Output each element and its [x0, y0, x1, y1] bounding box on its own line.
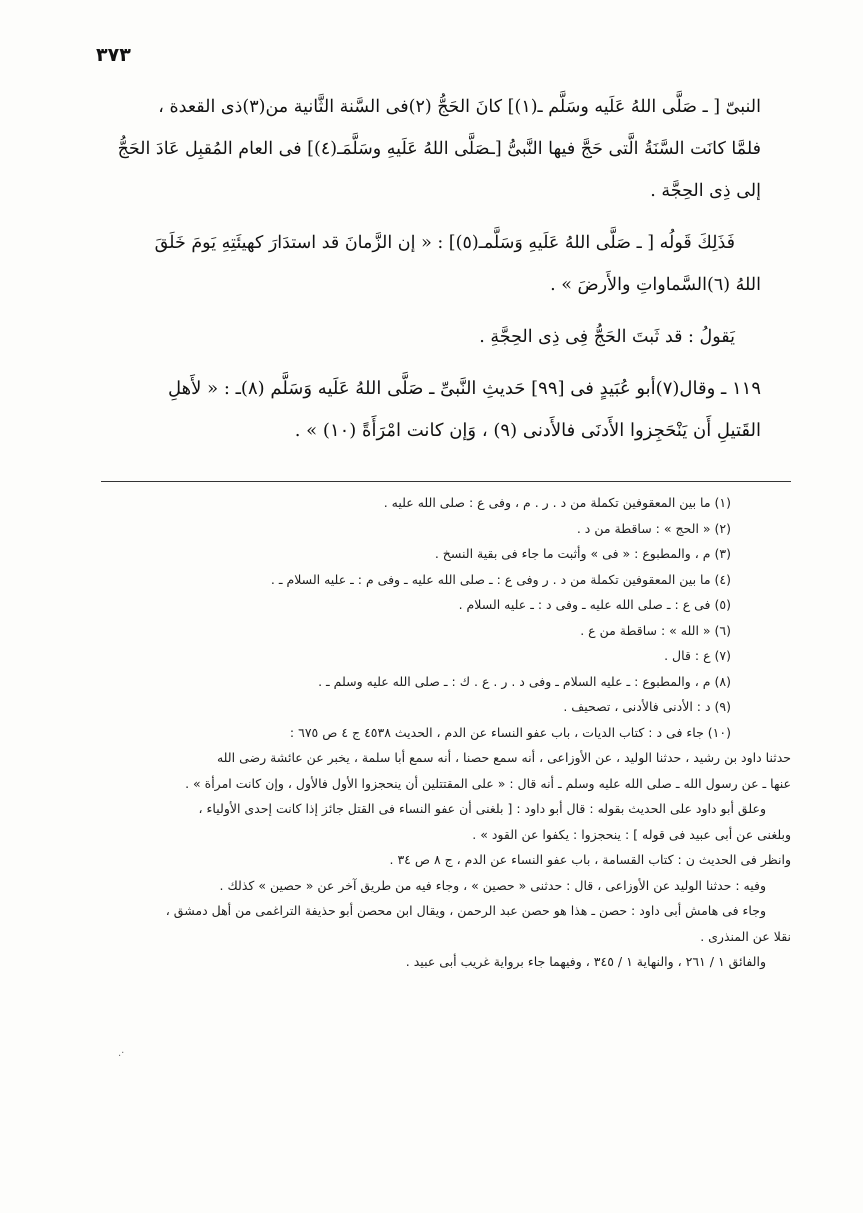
footnote-8: (٨) م ، والمطبوع : ـ عليه السلام ـ وفى د . ر . ع . ك : ـ صلى الله عليه وسلم ـ .: [318, 673, 731, 689]
footnote-10-line: حدثنا داود بن رشيد ، حدثنا الوليد ، عن الأوزاعى ، أنه سمع حصنا ، أنه سمع أبا سلمة ، يخبر عن عائشة رضى الله: [216, 750, 791, 765]
hadith-paragraph: [101, 368, 761, 452]
footnote-separator: [101, 481, 791, 482]
main-line: يَقولُ : قد ثَبتَ الحَجُّ فِى ذِى الحِجَّةِ .: [479, 327, 735, 347]
main-line: النبىّ [ ـ صَلَّى اللهُ عَلَيه وسَلَّم ـ(١)] كانَ الحَجُّ (٢)فى السَّنة الثَّانية من(٣)ذى القعدة ،: [158, 97, 761, 117]
main-line: القَتيلِ أَن يَنْحَجِزوا الأَدنَى فالأَدنى (٩) ، وَإن كانت امْرَأَةً (١٠) » .: [294, 420, 761, 441]
page-number: ٣٧٣: [96, 44, 131, 66]
main-text: [101, 86, 761, 462]
footnote-6: (٦) « الله » : ساقطة من ع .: [580, 622, 731, 638]
footnotes: [91, 490, 791, 975]
footnote-10-line: وانظر فى الحديث ن : كتاب القسامة ، باب عفو النساء عن الدم ، ج ٨ ص ٣٤ .: [389, 852, 791, 867]
footnote-10-head: (١٠) جاء فى د : كتاب الديات ، باب عفو النساء عن الدم ، الحديث ٤٥٣٨ ج ٤ ص ٦٧٥ :: [289, 724, 731, 740]
main-line: اللهُ (٦)السَّماواتِ والأَرضَ » .: [550, 275, 761, 295]
footnote-1: (١) ما بين المعقوفين تكملة من د . ر . م ، وفى ع : صلى الله عليه .: [383, 495, 731, 510]
footnote-3: (٣) م ، والمطبوع : « فى » وأثبت ما جاء فى بقية النسخ .: [434, 546, 731, 561]
footnote-10-line: عنها ـ عن رسول الله ـ صلى الله عليه وسلم ـ أنه قال : « على المقتتلين أن ينحجزوا الأول فالأول ، وإن كانت امرأة » .: [185, 775, 791, 791]
main-paragraph-2: [101, 222, 761, 306]
footnote-10-line: والفائق ١ / ٢٦١ ، والنهاية ١ / ٣٤٥ ، وفيهما جاء برواية غريب أبى عبيد .: [405, 954, 766, 969]
footnote-10-line: وعلق أبو داود على الحديث بقوله : قال أبو داود : [ بلغنى أن عفو النساء فى القتل جائز إذا كانت إحدى الأولياء ،: [198, 801, 766, 816]
scan-speck: ·.: [118, 1048, 125, 1059]
main-paragraph-1: [101, 86, 761, 212]
footnote-2: (٢) « الحج » : ساقطة من د .: [576, 520, 731, 536]
footnote-4: (٤) ما بين المعقوفين تكملة من د . ر وفى ع : ـ صلى الله عليه ـ وفى م : ـ عليه السلام ـ .: [270, 571, 731, 587]
main-paragraph-3: [101, 316, 761, 358]
footnote-10-line: نقلا عن المنذرى .: [700, 928, 791, 944]
footnote-7: (٧) ع : قال .: [664, 648, 731, 663]
footnote-10-line: وفيه : حدثنا الوليد عن الأوزاعى ، قال : حدثنى « حصين » ، وجاء فيه من طريق آخر عن « حصين » كذلك .: [219, 877, 766, 893]
footnote-5: (٥) فى ع : ـ صلى الله عليه ـ وفى د : ـ عليه السلام .: [458, 597, 731, 612]
footnote-10-line: وبلغنى عن أبى عبيد فى قوله ] : ينحجزوا : يكفوا عن القود » .: [472, 826, 791, 842]
main-line: فلمَّا كانَت السَّنَةُ الَّتى حَجَّ فيها النَّبىُّ [ـصَلَّى اللهُ عَلَيهِ وسَلَّمَـ(٤)] فى العام المُقبِل عَادَ الحَجُّ: [117, 139, 761, 159]
main-line: ١١٩ ـ وقال(٧)أبو عُبَيدٍ فى [٩٩] حَديثِ النَّبىِّ ـ صَلَّى اللهُ عَلَيه وَسَلَّم (٨)ـ : « لأَهلِ: [168, 378, 761, 399]
main-line: إلى ذِى الحِجَّة .: [650, 181, 761, 201]
main-line: فَذَلِكَ قَولُه [ ـ صَلَّى اللهُ عَلَيهِ وَسَلَّمـ(٥)] : « إن الزَّمانَ قد استدَارَ كهيئَتِهِ يَومَ خَلَقَ: [154, 233, 735, 253]
footnote-9: (٩) د : الأدنى فالأدنى ، تصحيف .: [563, 699, 731, 714]
footnote-10-line: وجاء فى هامش أبى داود : حصن ـ هذا هو حصن عبد الرحمن ، ويقال ابن محصن أبو حذيفة التراغمى من أهل دمشق ،: [165, 903, 766, 918]
